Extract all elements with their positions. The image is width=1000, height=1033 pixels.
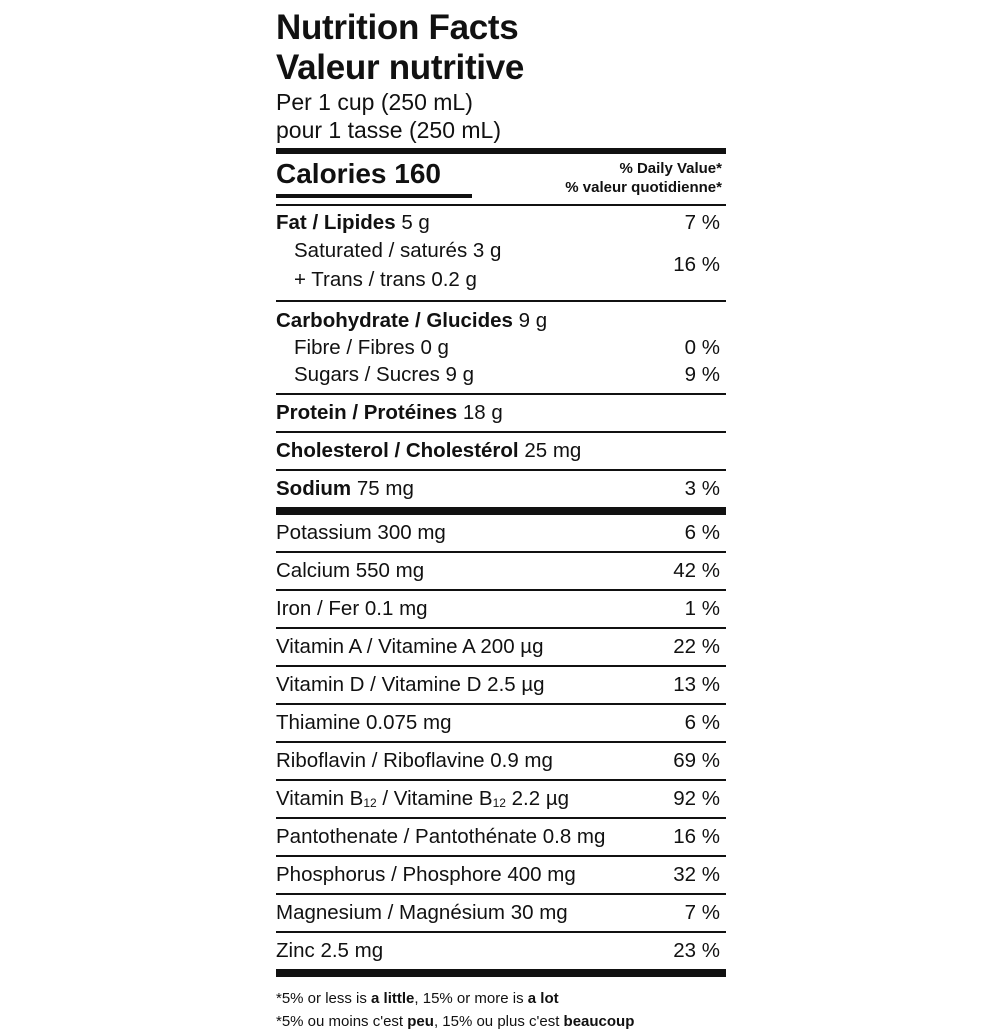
mineral-amount: 200 µg [480, 635, 544, 658]
calories [276, 158, 441, 190]
mineral-amount: 550 mg [355, 559, 425, 582]
divider [276, 204, 726, 206]
protein-amount: 18 g [462, 401, 503, 424]
mineral-amount: 0.1 mg [364, 597, 428, 620]
footnote-en-little: a little [371, 990, 415, 1007]
mineral-amount: 30 mg [510, 901, 568, 924]
footnote-fr-mid: , 15% ou plus c'est [433, 1013, 564, 1030]
b12-label-a: Vitamin B [276, 787, 364, 810]
mineral-row [276, 819, 726, 855]
mineral-amount: 0.9 mg [490, 749, 553, 772]
carb-label: Carbohydrate / Glucides [276, 309, 513, 332]
mineral-row [276, 705, 726, 741]
fat-row [276, 209, 726, 236]
fat-amount: 5 g [401, 211, 430, 234]
fibre-label: Fibre / Fibres [294, 336, 415, 359]
mineral-row [276, 629, 726, 665]
footnote-fr [276, 1010, 726, 1033]
mineral-pct: 16 % [673, 825, 720, 848]
saturated [294, 236, 501, 265]
mineral-amount: 300 mg [377, 521, 446, 544]
serving-fr: pour 1 tasse (250 mL) [276, 117, 502, 143]
mineral-label: Calcium [276, 559, 351, 582]
carb-row [276, 307, 726, 334]
mineral-label: Zinc [276, 939, 315, 962]
mineral-row-b12 [276, 781, 726, 817]
mineral-row [276, 515, 726, 551]
mineral-label: Magnesium / Magnésium [276, 901, 506, 924]
mineral-amount: 2.2 µg [511, 787, 570, 810]
protein-label: Protein / Protéines [276, 401, 458, 424]
mineral-row [276, 667, 726, 703]
mineral-row [276, 933, 726, 969]
calories-row [276, 154, 726, 204]
mineral-pct: 32 % [673, 863, 720, 886]
mineral-pct: 23 % [673, 939, 720, 962]
cholesterol-amount: 25 mg [524, 439, 582, 462]
mineral-amount: 2.5 mg [320, 939, 384, 962]
mineral-pct: 69 % [673, 749, 720, 772]
mineral-amount: 0.8 mg [542, 825, 606, 848]
saturated-label: Saturated / saturés [294, 239, 468, 262]
footnote-en-mid: , 15% or more is [414, 990, 528, 1007]
cholesterol-label: Cholesterol / Cholestérol [276, 439, 519, 462]
title-en: Nutrition Facts [276, 8, 519, 47]
mineral-pct: 6 % [684, 711, 720, 734]
sugars-row [276, 361, 726, 388]
sodium-amount: 75 mg [356, 477, 414, 500]
serving-en: Per 1 cup (250 mL) [276, 89, 473, 115]
footnote-en [276, 987, 726, 1010]
mineral-label: Riboflavin / Riboflavine [276, 749, 485, 772]
footnote-fr-beaucoup: beaucoup [563, 1013, 635, 1030]
protein-row [276, 395, 726, 431]
divider-thick [276, 507, 726, 515]
trans [294, 265, 477, 294]
sugars-label: Sugars / Sucres [294, 363, 440, 386]
mineral-row [276, 857, 726, 893]
footnote-en-lot: a lot [527, 990, 559, 1007]
mineral-pct: 22 % [673, 635, 720, 658]
sodium-pct: 3 % [684, 477, 720, 500]
calories-value: 160 [394, 158, 441, 189]
b12-label-b: / Vitamine B [376, 787, 493, 810]
daily-value-header [565, 159, 722, 197]
calories-underline [276, 194, 472, 198]
mineral-label: Thiamine [276, 711, 361, 734]
sodium-label: Sodium [276, 477, 352, 500]
b12-sub-b: 12 [492, 796, 506, 810]
sat-trans-pct: 16 % [673, 253, 720, 276]
divider [276, 300, 726, 302]
mineral-row [276, 553, 726, 589]
footnote-en-pre: *5% or less is [276, 990, 372, 1007]
mineral-label: Phosphorus / Phosphore [276, 863, 502, 886]
fat-pct: 7 % [684, 211, 720, 234]
sugars-amount: 9 g [445, 363, 475, 386]
carb-amount: 9 g [518, 309, 548, 332]
mineral-pct: 42 % [673, 559, 720, 582]
divider-thick [276, 969, 726, 977]
mineral-pct: 92 % [673, 787, 720, 810]
mineral-label: Pantothenate / Pantothénate [276, 825, 538, 848]
mineral-amount: 0.075 mg [366, 711, 452, 734]
mineral-row [276, 743, 726, 779]
trans-amount: 0.2 g [431, 268, 477, 291]
footnote-fr-pre: *5% ou moins c'est [276, 1013, 408, 1030]
mineral-pct: 6 % [684, 521, 720, 544]
sat-trans-row [276, 236, 726, 294]
nutrition-label [276, 8, 726, 1033]
title-fr: Valeur nutritive [276, 48, 525, 87]
mineral-label: Potassium [276, 521, 372, 544]
mineral-pct: 13 % [673, 673, 720, 696]
b12-sub-a: 12 [363, 796, 377, 810]
mineral-label: Vitamin A / Vitamine A [276, 635, 475, 658]
sugars-pct: 9 % [684, 363, 720, 386]
fibre-row [276, 334, 726, 361]
dv-fr: % valeur quotidienne* [565, 179, 722, 196]
mineral-amount: 400 mg [507, 863, 576, 886]
mineral-pct: 7 % [684, 901, 720, 924]
mineral-row [276, 591, 726, 627]
fibre-amount: 0 g [420, 336, 449, 359]
dv-en: % Daily Value* [619, 160, 722, 177]
footnote-fr-peu: peu [407, 1013, 434, 1030]
calories-label: Calories [276, 158, 387, 189]
footnote [276, 987, 726, 1033]
mineral-label: Vitamin D / Vitamine D [276, 673, 482, 696]
mineral-amount: 2.5 µg [487, 673, 545, 696]
cholesterol-row [276, 433, 726, 469]
fat-label: Fat / Lipides [276, 211, 396, 234]
sodium-row [276, 471, 726, 507]
fibre-pct: 0 % [684, 336, 720, 359]
mineral-row [276, 895, 726, 931]
mineral-pct: 1 % [684, 597, 720, 620]
mineral-label: Iron / Fer [276, 597, 360, 620]
saturated-amount: 3 g [472, 239, 502, 262]
trans-label: + Trans / trans [294, 268, 426, 291]
